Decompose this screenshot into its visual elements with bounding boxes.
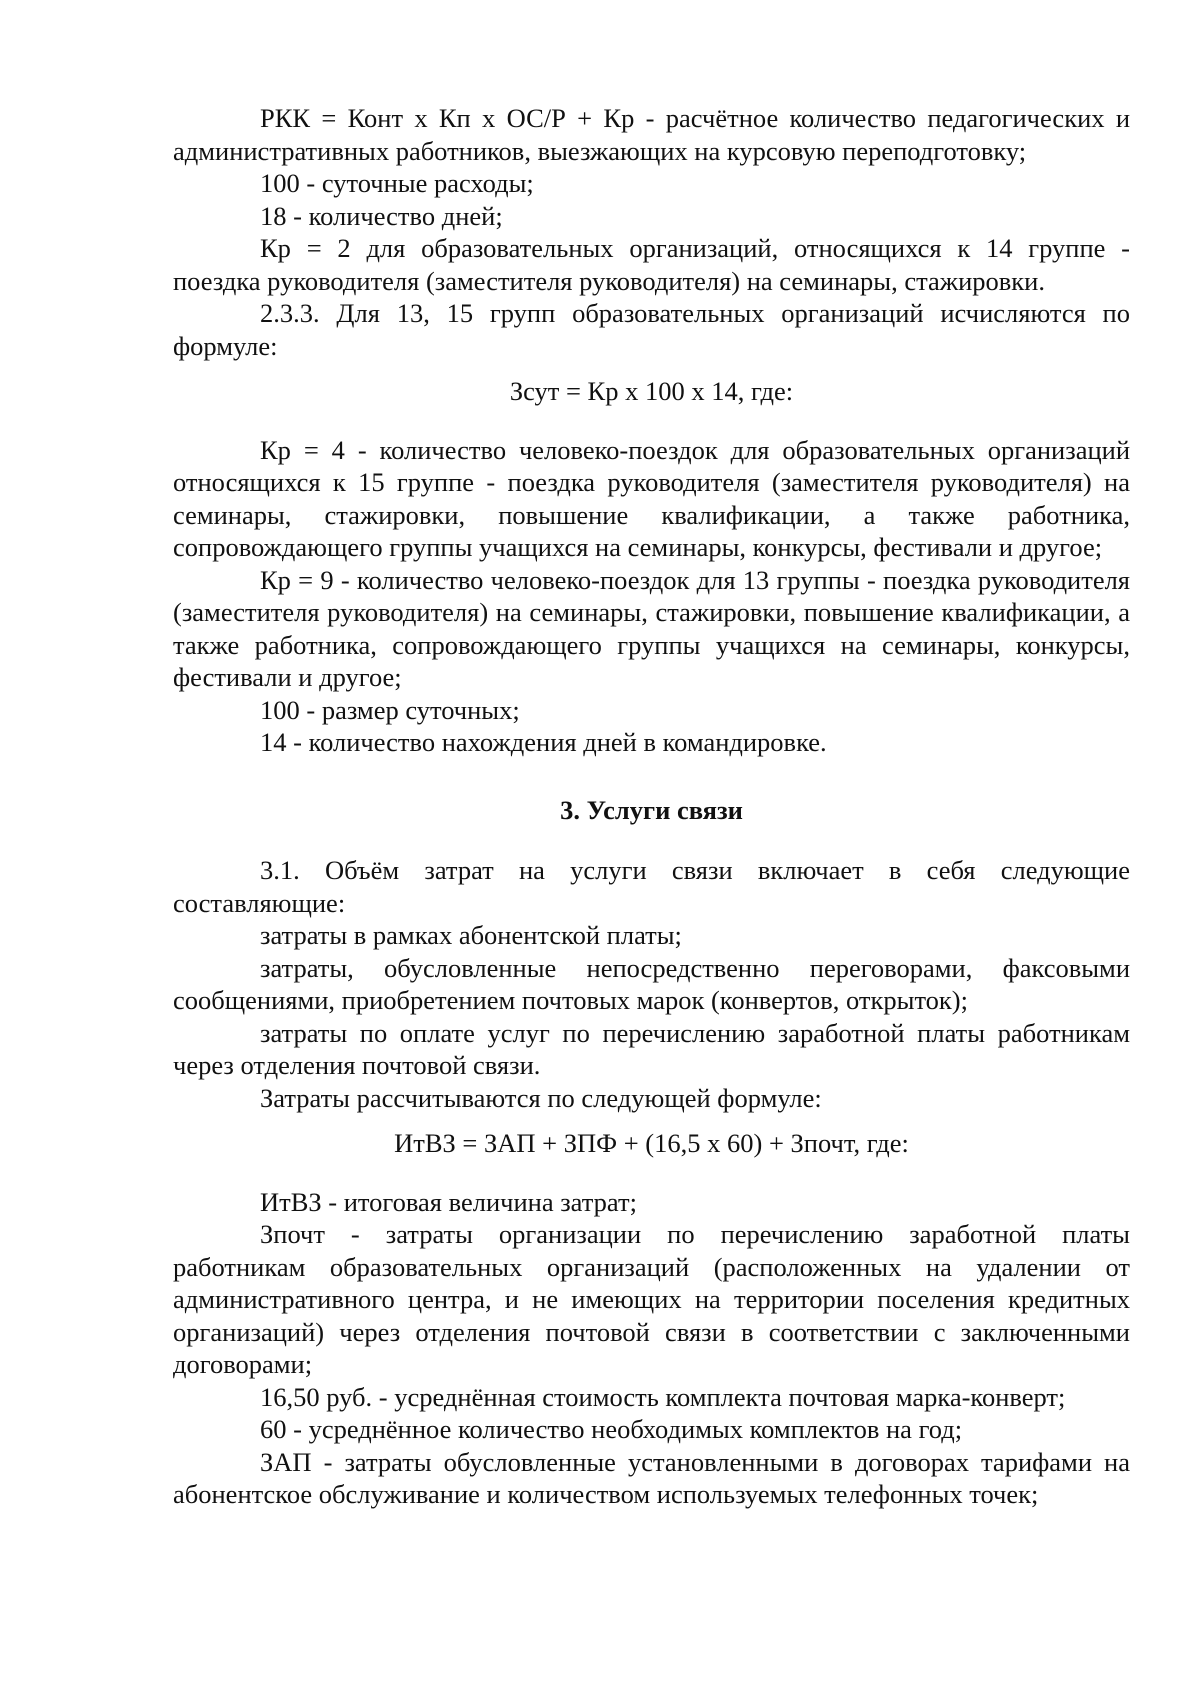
paragraph-envelope-cost: 16,50 руб. - усреднённая стоимость комплекта почтовая марка-конверт; xyxy=(260,1381,1066,1412)
paragraph-formula-intro: Затраты рассчитываются по следующей формуле: xyxy=(260,1082,822,1113)
paragraph-itvz-definition: ИтВЗ - итоговая величина затрат; xyxy=(260,1186,637,1217)
paragraph-zpocht-definition: Зпочт - затраты организации по перечислению заработной платы работникам образовательных организаций (расположенных на удалении от административного центра, и не имеющих на территории поселения кредитных организаций) через отделения почтовой связи в соответствии с заключенными договорами; xyxy=(173,1219,1130,1379)
paragraph-days-count: 18 - количество дней; xyxy=(260,200,503,231)
paragraph-section-2-3-3: 2.3.3. Для 13, 15 групп образовательных организаций исчисляются по формуле: xyxy=(173,298,1130,361)
formula-zsut: Зсут = Кр х 100 х 14, где: xyxy=(509,376,794,406)
paragraph-trip-days: 14 - количество нахождения дней в командировке. xyxy=(260,727,827,757)
document-page xyxy=(173,102,1130,1511)
paragraph-subscription-costs: затраты в рамках абонентской платы; xyxy=(260,920,682,950)
paragraph-section-3-1: 3.1. Объём затрат на услуги связи включает в себя следующие составляющие: xyxy=(173,855,1130,918)
paragraph-sets-per-year: 60 - усреднённое количество необходимых комплектов на год; xyxy=(260,1414,963,1444)
paragraph-rkk-definition: РКК = Конт х Кп х ОС/Р + Кр - расчётное количество педагогических и административных работников, выезжающих на курсовую переподготовку; xyxy=(173,103,1130,166)
paragraph-daily-allowance: 100 - размер суточных; xyxy=(260,694,520,725)
paragraph-kr-group-15: Кр = 4 - количество человеко-поездок для образовательных организаций относящихся к 15 группе - поездка руководителя (заместителя руководителя) на семинары, стажировки, повышение квалификации, а также работника, сопровождающего группы учащихся на семинары, конкурсы, фестивали и другое; xyxy=(173,434,1130,562)
paragraph-kr-group-13: Кр = 9 - количество человеко-поездок для 13 группы - поездка руководителя (заместителя руководителя) на семинары, стажировки, повышение квалификации, а также работника, сопровождающего группы учащихся на семинары, конкурсы, фестивали и другое; xyxy=(173,564,1130,692)
formula-itvz: ИтВЗ = ЗАП + ЗПФ + (16,5 х 60) + Зпочт, где: xyxy=(394,1128,909,1158)
paragraph-negotiation-costs: затраты, обусловленные непосредственно переговорами, факсовыми сообщениями, приобретением почтовых марок (конвертов, открыток); xyxy=(173,952,1130,1015)
paragraph-daily-expenses: 100 - суточные расходы; xyxy=(260,168,534,198)
paragraph-kr-group-14: Кр = 2 для образовательных организаций, относящихся к 14 группе - поездка руководителя (заместителя руководителя) на семинары, стажировки. xyxy=(173,233,1130,296)
paragraph-zap-definition: ЗАП - затраты обусловленные установленными в договорах тарифами на абонентское обслуживание и количеством используемых телефонных точек; xyxy=(173,1446,1130,1509)
section-heading: 3. Услуги связи xyxy=(560,794,743,825)
paragraph-salary-transfer-costs: затраты по оплате услуг по перечислению заработной платы работникам через отделения почтовой связи. xyxy=(173,1017,1130,1080)
